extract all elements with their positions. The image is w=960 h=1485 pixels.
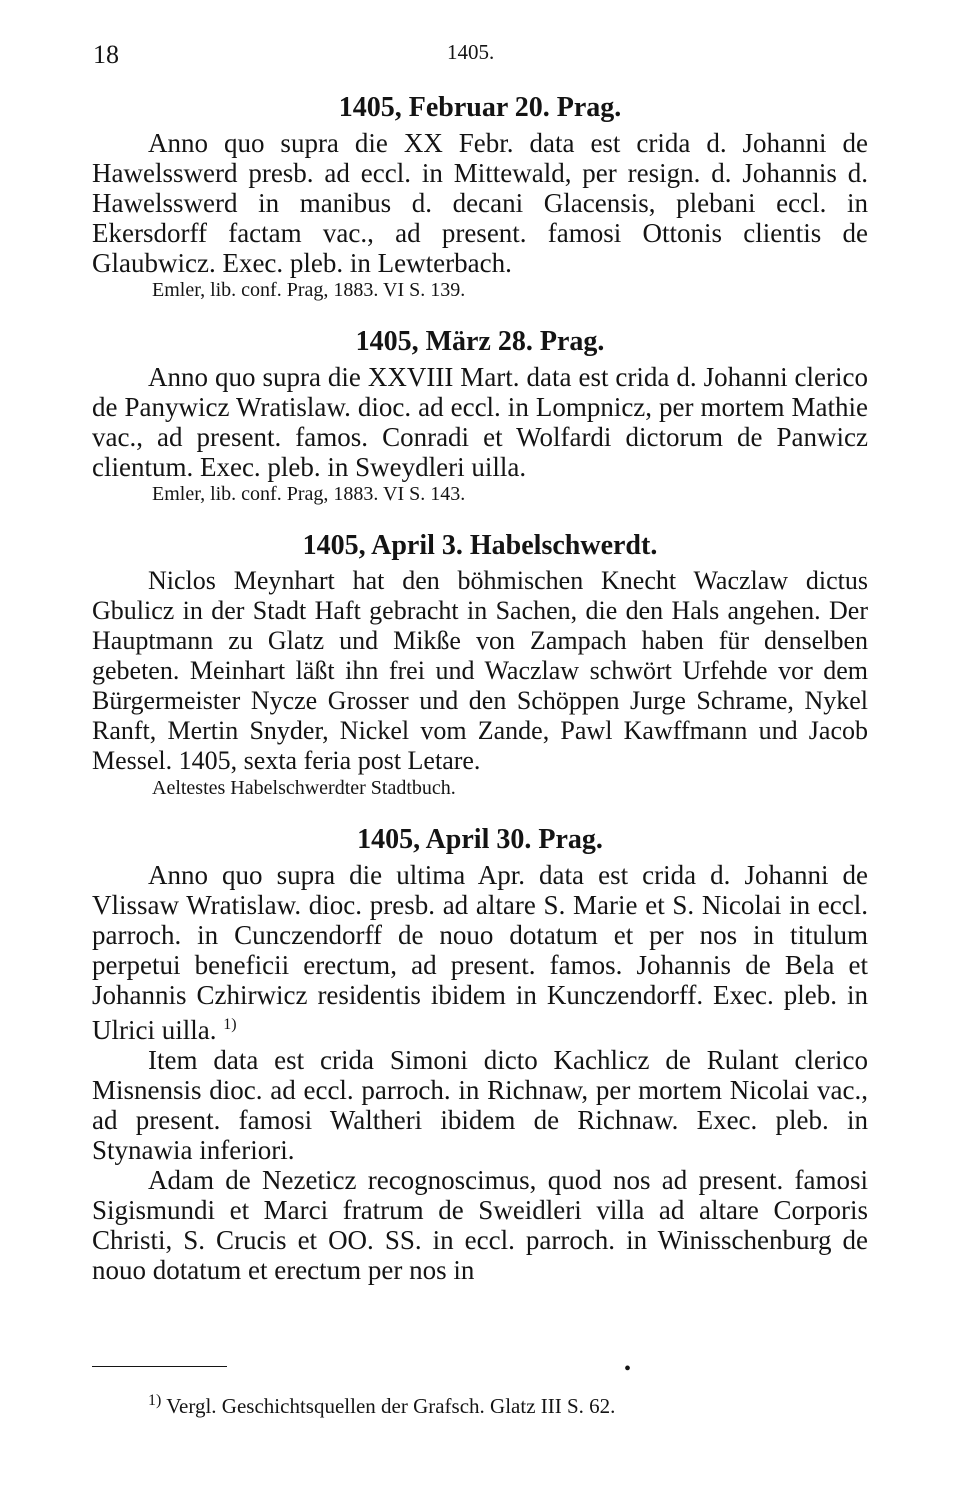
- paragraph-text: Anno quo supra die ultima Apr. data est crida d. Johanni de Vlissaw Wratislaw. dioc. presb. ad altare S. Marie et S. Nicolai in eccl. parroch. in Cunczendorff de nouo dotatum et per nos in titulum perpetui beneficii erectum, ad present. famos. Johannis de Bela et Johannis Czhirwicz residentis ibidem in Kunczendorff. Exec. pleb. in Ulrici uilla.: [92, 860, 868, 1045]
- entry-source: Emler, lib. conf. Prag, 1883. VI S. 143.: [152, 483, 466, 505]
- entry-paragraph: Anno quo supra die XX Febr. data est crida d. Johanni de Hawelsswerd presb. ad eccl. in Mittewald, per resign. d. Johannis d. Hawelsswerd in manibus d. decani Glacensis, plebani eccl. in Ekersdorff factam vac., ad present. famosi Ottonis clientis de Glaubwicz. Exec. pleb. in Lewterbach.: [92, 128, 868, 278]
- entry-paragraph: Anno quo supra die XXVIII Mart. data est crida d. Johanni clerico de Panywicz Wratislaw. dioc. ad eccl. in Lompnicz, per mortem Mathie vac., ad present. famos. Conradi et Wolfardi dictorum de Panwicz clientum. Exec. pleb. in Sweydleri uilla.: [92, 362, 868, 482]
- footnote: [148, 1392, 615, 1419]
- footnote-text: Vergl. Geschichtsquellen der Grafsch. Glatz III S. 62.: [166, 1394, 616, 1418]
- entry-heading: 1405, April 30. Prag.: [357, 824, 603, 855]
- entry-source: Aeltestes Habelschwerdter Stadtbuch.: [152, 777, 456, 799]
- stray-dot: •: [624, 1358, 632, 1380]
- entry: [92, 324, 868, 506]
- entry-paragraph: [92, 860, 868, 1045]
- entry-paragraph: Item data est crida Simoni dicto Kachlicz de Rulant clerico Misnensis dioc. ad eccl. parroch. in Richnaw, per mortem Nicolai vac., ad present. famosi Waltheri ibidem de Richnaw. Exec. pleb. in Stynawia inferiori.: [92, 1045, 868, 1165]
- entry-heading: 1405, April 3. Habelschwerdt.: [302, 530, 658, 561]
- running-head: 1405.: [447, 40, 495, 64]
- page-body: [92, 90, 868, 1285]
- entry-heading: 1405, Februar 20. Prag.: [338, 92, 622, 123]
- entry-source: Emler, lib. conf. Prag, 1883. VI S. 139.: [152, 279, 466, 301]
- page-number: 18: [93, 40, 119, 69]
- entry-paragraph: Adam de Nezeticz recognoscimus, quod nos ad present. famosi Sigismundi et Marci fratrum de Sweidleri villa ad altare Corporis Christi, S. Crucis et OO. SS. in eccl. parroch. in Winisschenburg de nouo dotatum et erectum per nos in: [92, 1165, 868, 1285]
- entry: [92, 822, 868, 1285]
- entry: [92, 90, 868, 302]
- entry-heading: 1405, März 28. Prag.: [355, 326, 605, 357]
- entry: [92, 528, 868, 800]
- footnote-rule: [92, 1366, 227, 1367]
- entry-paragraph: Niclos Meynhart hat den böhmischen Knecht Waczlaw dictus Gbulicz in der Stadt Haft gebracht in Sachen, die den Hals angehen. Der Hauptmann zu Glatz und Mikße von Zampach haben für denselben gebeten. Meinhart läßt ihn frei und Waczlaw schwört Urfehde vor dem Bürgermeister Nycze Grosser und den Schöppen Jurge Schrame, Nykel Ranft, Mertin Snyder, Nickel vom Zande, Pawl Kawffmann und Jacob Messel. 1405, sexta feria post Letare.: [92, 566, 868, 775]
- footnote-marker: 1): [148, 1392, 162, 1409]
- footnote-reference[interactable]: 1): [223, 1016, 237, 1033]
